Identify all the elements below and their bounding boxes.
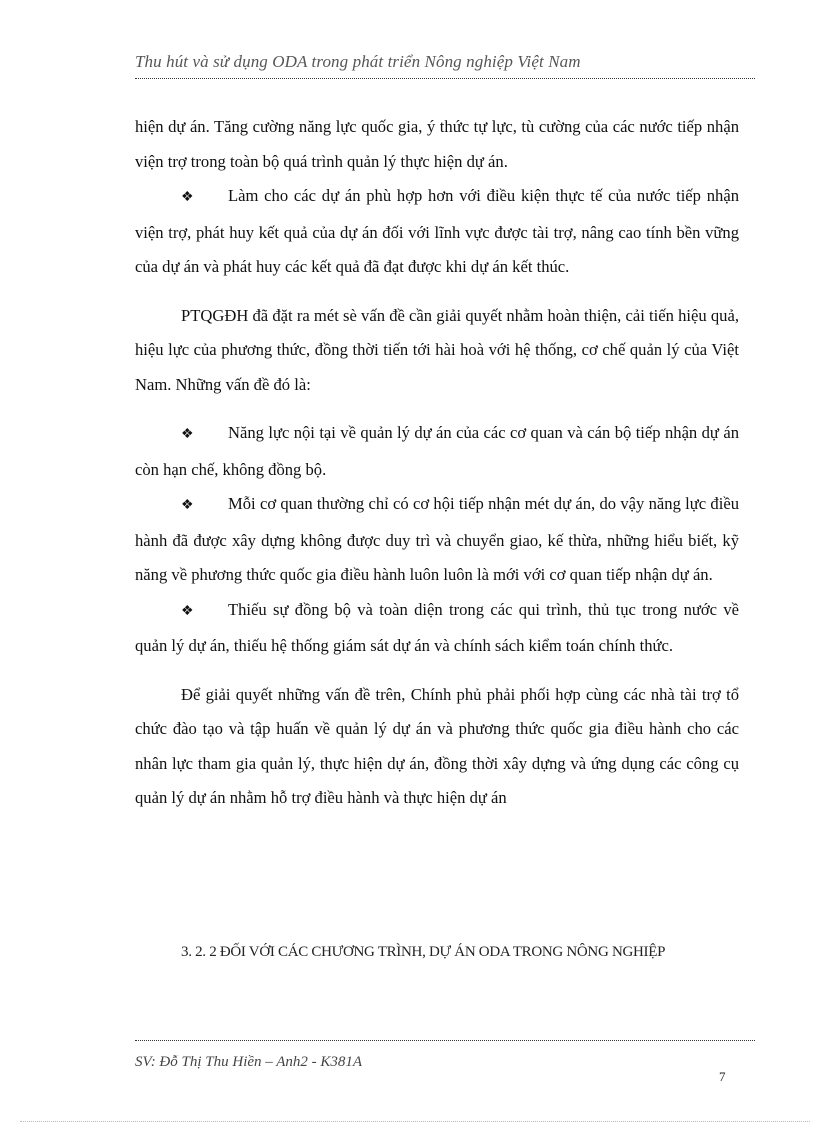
paragraph-3: Để giải quyết những vấn đề trên, Chính phủ phải phối hợp cùng các nhà tài trợ tổ chức đào tạo và tập huấn về quản lý dự án và phương thức quốc gia điều hành cho các nhân lực tham gia quản lý, thực hiện dự án, đồng thời xây dựng và ứng dụng các công cụ quản lý dự án nhằm hỗ trợ điều hành và thực hiện dự án [135,684,739,807]
bullet-item-b [135,416,739,487]
spacer [135,402,739,416]
bullet-item-d [135,593,739,664]
header-divider [135,78,755,79]
bullet-diamond-icon: ❖ [181,603,194,619]
footer-author: SV: Đỗ Thị Thu Hiền – Anh2 - K381A [135,1054,363,1070]
page-number: 7 [719,1069,726,1084]
bullet-item-c [135,487,739,593]
bullet-item-a [135,179,739,285]
bullet-item-a-text: Làm cho các dự án phù hợp hơn với điều kiện thực tế của nước tiếp nhận viện trợ, phát huy kết quả của dự án đối với lĩnh vực được tài trợ, nâng cao tính bền vững của dự án và phát huy các kết quả đã đạt được khi dự án kết thúc. [135,186,739,276]
bullet-diamond-icon: ❖ [181,190,194,205]
bullet-item-b-text: Năng lực nội tại về quản lý dự án của các cơ quan và cán bộ tiếp nhận dự án còn hạn chế, không đồng bộ. [135,423,739,479]
running-header: Thu hút và sử dụng ODA trong phát triển Nông nghiệp Việt Nam [135,52,581,71]
bullet-diamond-icon: ❖ [181,427,194,442]
spacer [135,664,739,678]
footer-divider [135,1040,755,1041]
spacer [135,285,739,299]
bullet-diamond-icon: ❖ [181,498,194,513]
section-heading: 3. 2. 2 ĐỐI VỚI CÁC CHƯƠNG TRÌNH, DỰ ÁN ODA TRONG NÔNG NGHIỆP [181,944,666,960]
paragraph-2: PTQGĐH đã đặt ra mét sè vấn đề cần giải quyết nhằm hoàn thiện, cải tiến hiệu quả, hiệu lực của phương thức, đồng thời tiến tới hài hoà với hệ thống, cơ chế quản lý của Việt Nam. Những vấn đề đó là: [135,305,739,394]
paragraph-1: hiện dự án. Tăng cường năng lực quốc gia, ý thức tự lực, tù cường của các nước tiếp nhận viện trợ trong toàn bộ quá trình quản lý thực hiện dự án. [135,117,739,171]
bullet-item-c-text: Mỗi cơ quan thường chỉ có cơ hội tiếp nhận mét dự án, do vậy năng lực điều hành đã được xây dựng không được duy trì và chuyển giao, kế thừa, những hiểu biết, kỹ năng về phương thức quốc gia điều hành luôn luôn là mới với cơ quan tiếp nhận dự án. [135,494,739,584]
body-text [135,110,739,816]
page-edge-divider [20,1121,810,1122]
bullet-item-d-text: Thiếu sự đồng bộ và toàn diện trong các qui trình, thủ tục trong nước về quản lý dự án, thiếu hệ thống giám sát dự án và chính sách kiểm toán chính thức. [135,599,739,655]
